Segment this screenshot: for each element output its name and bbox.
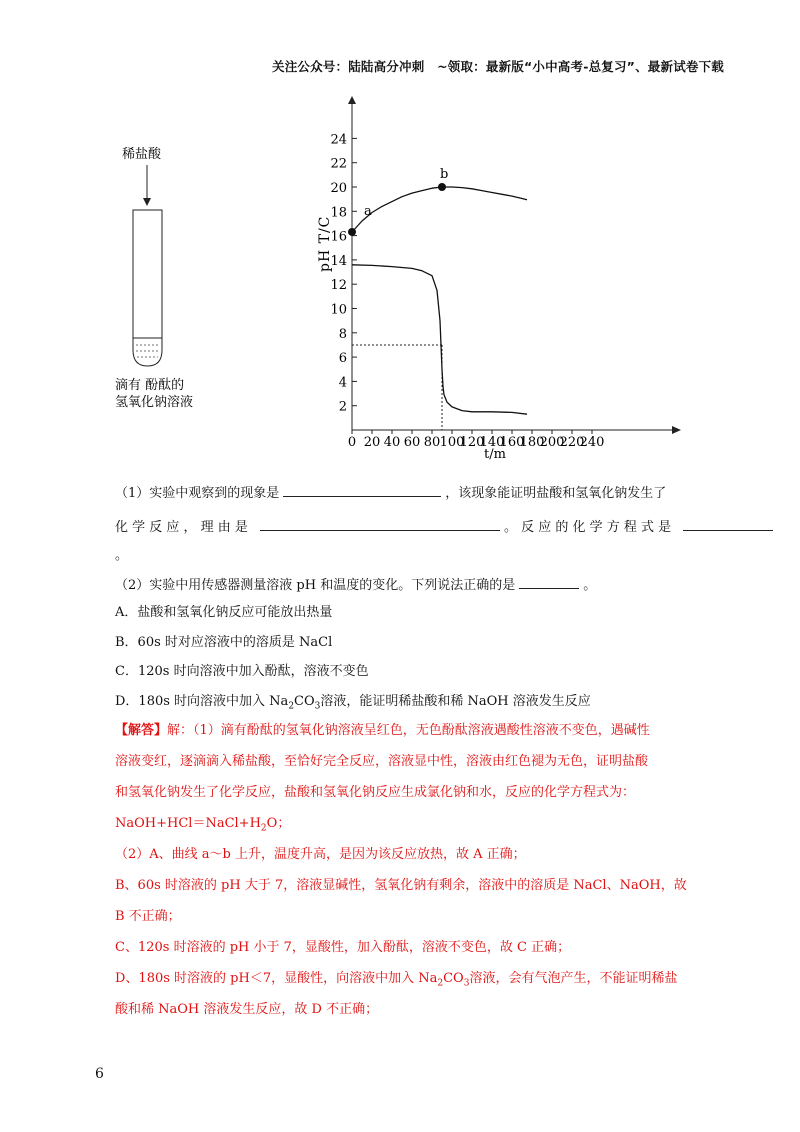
x-tick-label: 40 (383, 435, 401, 450)
answer-line-5: （2）A、曲线 a～b 上升，温度升高，是因为该反应放热，故 A 正确； (115, 847, 526, 862)
tube-label-top: 稀盐酸 (122, 147, 162, 162)
q1-blank-3[interactable] (683, 516, 773, 531)
point-label-b: b (440, 167, 449, 182)
answer-line-8: C、120s 时溶液的 pH 小于 7，显酸性，加入酚酞，溶液不变色，故 C 正确； (115, 940, 571, 955)
y-tick-label: 10 (330, 302, 347, 318)
y-axis-arrow-icon (348, 96, 356, 104)
answer-equation-1: NaOH+HCl＝NaCl+H (115, 816, 261, 831)
point-label-a: a (364, 203, 372, 219)
temperature-curve (352, 187, 527, 232)
q2-stem-1: （2）实验中用传感器测量溶液 pH 和温度的变化。下列说法正确的是 (115, 578, 516, 593)
q2-option-d-sub-2: 3 (314, 701, 321, 712)
answer-text-9a: D、180s 时溶液的 pH＜7，显酸性，向溶液中加入 Na (115, 971, 438, 986)
page-number: 6 (95, 1066, 104, 1082)
x-axis-arrow-icon (672, 426, 681, 434)
answer-line-7: B 不正确； (115, 909, 181, 924)
x-tick-label: 80 (423, 435, 441, 450)
answer-line-1 (115, 721, 650, 741)
y-ticks (330, 132, 357, 414)
x-tick-label: 180 (519, 435, 545, 450)
q1-line-1 (115, 482, 666, 504)
x-tick-label: 100 (439, 435, 465, 450)
point-a (348, 228, 356, 236)
x-tick-label: 140 (479, 435, 505, 450)
pH-curve (352, 265, 527, 414)
y-tick-label: 20 (330, 181, 347, 196)
figure (0, 0, 800, 470)
y-tick-label: 8 (338, 326, 347, 342)
tube-outline (133, 210, 162, 366)
y-tick-label: 24 (330, 132, 347, 148)
q1-line-3 (115, 546, 128, 566)
points (348, 167, 448, 236)
q2-option-c: C．120s 时向溶液中加入酚酞，溶液不变色 (115, 664, 369, 679)
answer-text-1: 解：（1）滴有酚酞的氢氧化钠溶液呈红色，无色酚酞溶液遇酸性溶液不变色，遇碱性 (167, 723, 650, 738)
y-tick-label: 16 (330, 229, 347, 245)
test-tube-illustration (115, 146, 193, 410)
y-axis-label: pH T/C (317, 215, 333, 272)
q1-line-2 (115, 516, 777, 538)
answer-equation-2: O； (266, 816, 291, 831)
answer-line-9 (115, 969, 677, 989)
answer-line-3: 和氢氧化钠发生了化学反应，盐酸和氢氧化钠反应生成氯化钠和水，反应的化学方程式为： (115, 785, 636, 800)
answer-text-9-sub-1: 2 (437, 978, 444, 989)
tube-label-bottom-1: 滴有 酚酞的 (115, 378, 185, 393)
answer-line-4 (115, 814, 290, 834)
x-tick-label: 220 (559, 435, 585, 450)
y-tick-label: 14 (330, 253, 347, 269)
q2-option-d-text-2: CO (294, 694, 315, 709)
answer-tag: 【解答】 (115, 723, 168, 738)
x-tick-label: 120 (459, 435, 485, 450)
answer-text-9-sub-2: 3 (463, 978, 470, 989)
q1-blank-1[interactable] (283, 482, 441, 497)
answer-line-2: 溶液变红，逐滴滴入稀盐酸，至恰好完全反应，溶液显中性，溶液由红色褪为无色，证明盐酸 (115, 754, 649, 769)
point-b (438, 183, 446, 191)
y-tick-label: 22 (330, 156, 347, 172)
answer-line-10: 酸和稀 NaOH 溶液发生反应，故 D 不正确； (115, 1002, 379, 1017)
guide-lines (352, 345, 442, 430)
q2-stem-2: 。 (583, 578, 597, 593)
x-tick-label: 160 (499, 435, 525, 450)
q2-option-d-text-1: D．180s 时向溶液中加入 Na (115, 694, 289, 709)
page-header: 关注公众号：陆陆高分冲刺 ~领取：最新版“小中高考-总复习”、最新试卷下载 (272, 59, 724, 74)
x-tick-label: 20 (363, 435, 381, 450)
ph-temperature-chart (317, 96, 681, 462)
answer-line-6: B、60s 时溶液的 pH 大于 7，溶液显碱性，氢氧化钠有剩余，溶液中的溶质是 NaCl、NaOH，故 (115, 878, 687, 893)
q2-blank[interactable] (519, 574, 579, 589)
tube-label-bottom-2: 氢氧化钠溶液 (115, 395, 194, 410)
y-tick-label: 12 (330, 278, 347, 294)
x-axis-label: t/m (484, 447, 506, 462)
x-tick-label: 60 (403, 435, 421, 450)
q1-text-3: 化 学 反 应 ， 理 由 是 (115, 520, 248, 535)
q1-text-2: ，该现象能证明盐酸和氢氧化钠发生了 (445, 486, 667, 501)
answer-text-9c: 溶液，会有气泡产生，不能证明稀盐 (469, 971, 678, 986)
q1-blank-2[interactable] (260, 516, 500, 531)
x-ticks (348, 430, 605, 450)
y-tick-label: 4 (338, 375, 347, 391)
q1-text-5: 。 (115, 548, 129, 563)
y-tick-label: 2 (338, 399, 347, 415)
x-tick-label: 240 (579, 435, 605, 450)
liquid-dots (136, 345, 159, 357)
x-tick-label: 200 (539, 435, 565, 450)
y-tick-label: 18 (330, 205, 347, 221)
q1-text-1: （1）实验中观察到的现象是 (115, 486, 280, 501)
answer-text-9b: CO (443, 971, 464, 986)
q1-text-4: 。 反 应 的 化 学 方 程 式 是 (503, 520, 672, 535)
x-tick-label: 0 (347, 435, 357, 450)
q2-stem (115, 574, 596, 596)
q2-option-a: A．盐酸和氢氧化钠反应可能放出热量 (115, 605, 333, 620)
series-lines (352, 187, 527, 414)
q2-option-d-sub-1: 2 (288, 701, 295, 712)
y-tick-label: 6 (338, 351, 347, 367)
q2-option-b: B．60s 时对应溶液中的溶质是 NaCl (115, 635, 333, 650)
q2-option-d-text-3: 溶液，能证明稀盐酸和稀 NaOH 溶液发生反应 (320, 694, 591, 709)
arrow-head-icon (143, 198, 151, 206)
answer-equation-sub: 2 (260, 823, 267, 834)
q2-option-d (115, 692, 591, 712)
